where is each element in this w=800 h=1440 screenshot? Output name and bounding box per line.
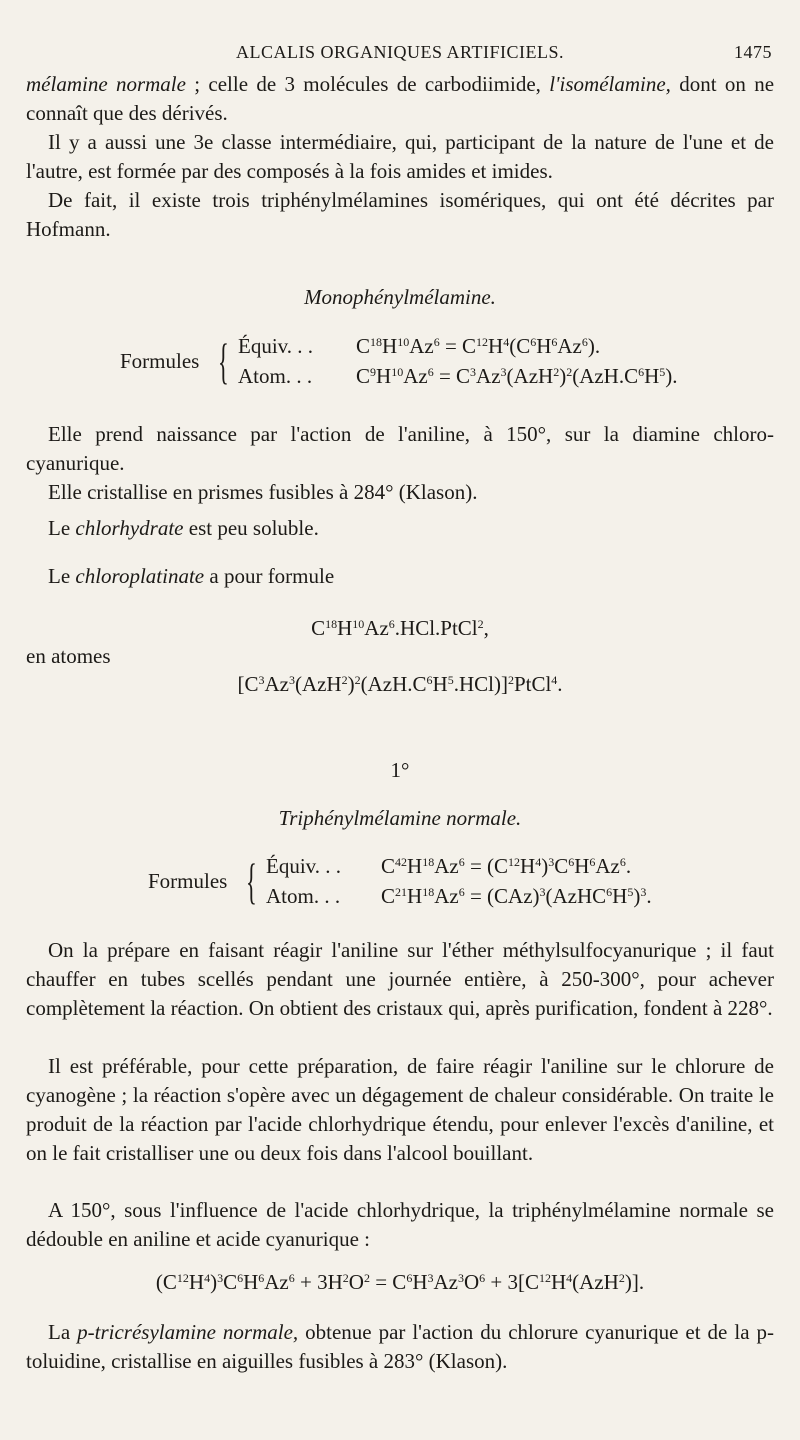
text: Le <box>48 516 76 540</box>
section-title-tri <box>26 804 774 833</box>
mono-atom-formula: $C^9H^{10}Az^6 = C^3Az^3(AzH^2)^2(AzH.C^6H^5)$. <box>356 364 678 388</box>
formules-label: Formules <box>148 869 228 893</box>
tri-formules-block <box>26 852 774 912</box>
section-number: 1° <box>390 758 410 782</box>
equiv-label: Équiv. . . <box>266 854 342 878</box>
brace-glyph: { <box>246 853 257 909</box>
text: est peu soluble. <box>183 516 319 540</box>
tri-equiv-formula: $C^{42}H^{18}Az^6 = (C^{12}H^4)^3C^6H^6Az^6$. <box>381 854 632 878</box>
mono-title-text: Monophénylmélamine. <box>304 285 496 309</box>
text: La <box>48 1320 78 1344</box>
mono-formules-block <box>26 332 774 392</box>
term-chloroplatinate: chloroplatinate <box>75 564 205 588</box>
text: a pour formule <box>204 564 335 588</box>
tri-paragraph-4 <box>26 1318 774 1376</box>
decomposition-equation: $(C^{12}H^4)^3C^6H^6Az^6 + 3H^2O^2 = C^6H^3Az^3O^6 + 3[C^{12}H^4(AzH^2)]$. <box>155 1270 645 1294</box>
chloroplatinate-formula: $C^{18}H^{10}Az^6.HCl.PtCl^2$, <box>311 616 489 640</box>
page-number: 1475 <box>734 42 772 62</box>
document-page <box>26 0 774 1440</box>
page-header <box>26 38 774 64</box>
mono-paragraph-1: Elle prend naissance par l'action de l'aniline, à 150°, sur la diamine chloro-cyanurique. <box>26 422 774 475</box>
mono-paragraph-3 <box>26 514 774 543</box>
intro-paragraph-1 <box>26 70 774 128</box>
tri-paragraph-2: Il est préférable, pour cette préparation, de faire réagir l'aniline sur le chlorure de cyanogène ; la réaction s'opère avec un dégagement de chaleur considérable. On traite le produit de la réaction par l'acide chlorhydrique étendu, pour enlever l'excès d'aniline, et on le fait cristalliser une ou deux fois dans l'alcool bouillant. <box>26 1054 774 1165</box>
equiv-label: Équiv. . . <box>238 334 314 358</box>
tri-paragraph-3: A 150°, sous l'influence de l'acide chlorhydrique, la triphénylmélamine normale se dédouble en aniline et acide cyanurique : <box>26 1198 774 1251</box>
chloroplatinate-atomic-formula: $[C^3Az^3(AzH^2)^2(AzH.C^6H^5.HCl)]^2PtCl^4$. <box>237 672 563 696</box>
en-atomes-label: en atomes <box>26 644 111 668</box>
term-isomelamine: l'isomélamine, <box>549 72 671 96</box>
tri-atom-formula: $C^{21}H^{18}Az^6$ = $(CAz)^3(AzHC^6H^5)^3$. <box>381 884 652 908</box>
term-p-tricresylamine: p-tricrésylamine normale, <box>77 1320 299 1344</box>
text: Le <box>48 564 76 588</box>
intro-paragraph-3: De fait, il existe trois triphénylmélamines isomériques, qui ont été décrites par Hofmann. <box>26 188 774 241</box>
intro-text: ; celle de 3 molécules de carbodiimide, <box>185 72 550 96</box>
tri-title-text: Triphénylmélamine normale. <box>278 806 522 830</box>
intro-text-end: dont on ne connaît que des dérivés. <box>26 72 775 125</box>
term-chlorhydrate: chlorhydrate <box>75 516 184 540</box>
mono-paragraph-4 <box>26 562 774 591</box>
mono-equiv-formula: $C^{18}H^{10}Az^6 = C^{12}H^4(C^6H^6Az^6)$. <box>356 334 601 358</box>
text: obtenue par l'action du chlorure cyanurique et de la p-toluidine, cristallise en aiguilles fusibles à 283° (Klason). <box>26 1320 774 1373</box>
intro-paragraph-2: Il y a aussi une 3e classe intermédiaire, qui, participant de la nature de l'une et de l'autre, est formée par des composés à la fois amides et imides. <box>26 130 774 183</box>
formules-label: Formules <box>120 349 200 373</box>
running-title: ALCALIS ORGANIQUES ARTIFICIELS. <box>236 42 564 62</box>
brace-glyph: { <box>218 333 229 389</box>
mono-paragraph-2: Elle cristallise en prismes fusibles à 284° (Klason). <box>48 480 478 504</box>
tri-paragraph-1: On la prépare en faisant réagir l'aniline sur l'éther méthylsulfocyanurique ; il faut chauffer en tubes scellés pendant une journée entière, à 250-300°, pour achever complètement la réaction. On obtient des cristaux qui, après purification, fondent à 228°. <box>26 938 774 1020</box>
atom-label: Atom. . . <box>238 364 313 388</box>
term-melamine-normale: mélamine normale <box>26 72 186 96</box>
atom-label: Atom. . . <box>266 884 341 908</box>
section-title-mono <box>26 283 774 312</box>
